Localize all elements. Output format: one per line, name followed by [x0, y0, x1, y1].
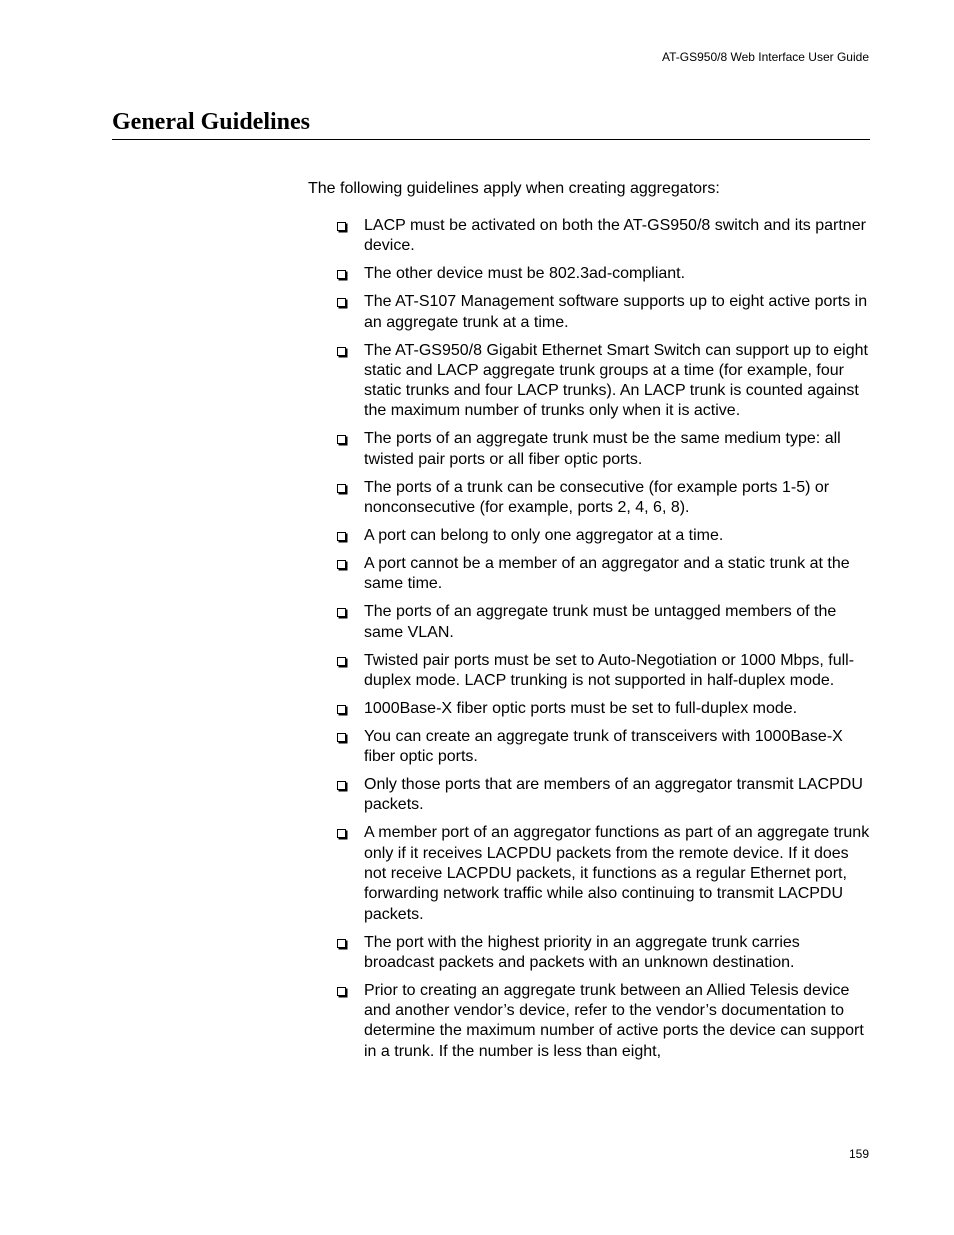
checkbox-bullet-icon	[337, 435, 346, 444]
guideline-item	[334, 429, 870, 470]
guideline-text: The other device must be 802.3ad-compliant.	[364, 265, 686, 283]
running-header: AT-GS950/8 Web Interface User Guide	[662, 50, 869, 64]
guideline-text: The ports of a trunk can be consecutive (for example ports 1-5) or nonconsecutive (for example, ports 2, 4, 6, 8).	[364, 478, 830, 516]
checkbox-bullet-icon	[337, 222, 346, 231]
checkbox-bullet-icon	[337, 829, 346, 838]
checkbox-bullet-icon	[337, 270, 346, 279]
checkbox-bullet-icon	[337, 987, 346, 996]
intro-paragraph: The following guidelines apply when creating aggregators:	[308, 180, 720, 197]
guideline-item	[334, 699, 870, 719]
checkbox-bullet-icon	[337, 347, 346, 356]
guidelines-list	[334, 216, 870, 1070]
guideline-text: A member port of an aggregator functions as part of an aggregate trunk only if it receives LACPDU packets from the remote device. If it does not receive LACPDU packets, it functions as a regular Ethernet port, forwarding network traffic while also continuing to transmit LACPDU packets.	[364, 824, 870, 923]
page-number: 159	[848, 1147, 869, 1161]
guideline-item	[334, 264, 870, 284]
guideline-text: The port with the highest priority in an aggregate trunk carries broadcast packets and packets with an unknown destination.	[364, 933, 800, 971]
guideline-item	[334, 981, 870, 1062]
guideline-item	[334, 341, 870, 422]
guideline-item	[334, 292, 870, 333]
guideline-text: You can create an aggregate trunk of transceivers with 1000Base-X fiber optic ports.	[364, 727, 843, 766]
checkbox-bullet-icon	[337, 781, 346, 790]
checkbox-bullet-icon	[337, 705, 346, 714]
checkbox-bullet-icon	[337, 298, 346, 307]
guideline-item	[334, 933, 870, 974]
guideline-text: A port can belong to only one aggregator at a time.	[364, 526, 724, 544]
guideline-item	[334, 216, 870, 257]
guideline-text: The AT-GS950/8 Gigabit Ethernet Smart Switch can support up to eight static and LACP aggregate trunk groups at a time (for example, four static trunks and four LACP trunks). An LACP trunk is counted against the maximum number of trunks only when it is active.	[364, 341, 868, 420]
guideline-text: LACP must be activated on both the AT-GS950/8 switch and its partner device.	[364, 217, 866, 255]
guideline-text: The AT-S107 Management software supports up to eight active ports in an aggregate trunk at a time.	[364, 293, 868, 331]
section-title: General Guidelines	[112, 109, 310, 135]
checkbox-bullet-icon	[337, 939, 346, 948]
guideline-text: 1000Base-X fiber optic ports must be set to full-duplex mode.	[364, 699, 798, 717]
checkbox-bullet-icon	[337, 608, 346, 617]
guideline-text: The ports of an aggregate trunk must be the same medium type: all twisted pair ports or all fiber optic ports.	[364, 430, 841, 468]
guideline-item	[334, 775, 870, 816]
checkbox-bullet-icon	[337, 484, 346, 493]
guideline-text: Only those ports that are members of an aggregator transmit LACPDU packets.	[364, 776, 863, 814]
guideline-item	[334, 602, 870, 643]
guideline-text: A port cannot be a member of an aggregator and a static trunk at the same time.	[364, 554, 850, 593]
checkbox-bullet-icon	[337, 733, 346, 742]
guideline-item	[334, 554, 870, 595]
guideline-text: Twisted pair ports must be set to Auto-Negotiation or 1000 Mbps, full-duplex mode. LACP trunking is not supported in half-duplex mode.	[364, 651, 855, 689]
checkbox-bullet-icon	[337, 532, 346, 541]
guideline-item	[334, 478, 870, 519]
title-rule	[112, 139, 870, 140]
guideline-text: Prior to creating an aggregate trunk between an Allied Telesis device and another vendor’s device, refer to the vendor’s documentation to determine the maximum number of active ports the device can support in a trunk. If the number is less than eight,	[364, 981, 864, 1060]
guideline-item	[334, 727, 870, 768]
checkbox-bullet-icon	[337, 657, 346, 666]
guideline-item	[334, 823, 870, 924]
guideline-item	[334, 526, 870, 546]
guideline-text: The ports of an aggregate trunk must be untagged members of the same VLAN.	[364, 603, 837, 641]
guideline-item	[334, 651, 870, 692]
checkbox-bullet-icon	[337, 560, 346, 569]
